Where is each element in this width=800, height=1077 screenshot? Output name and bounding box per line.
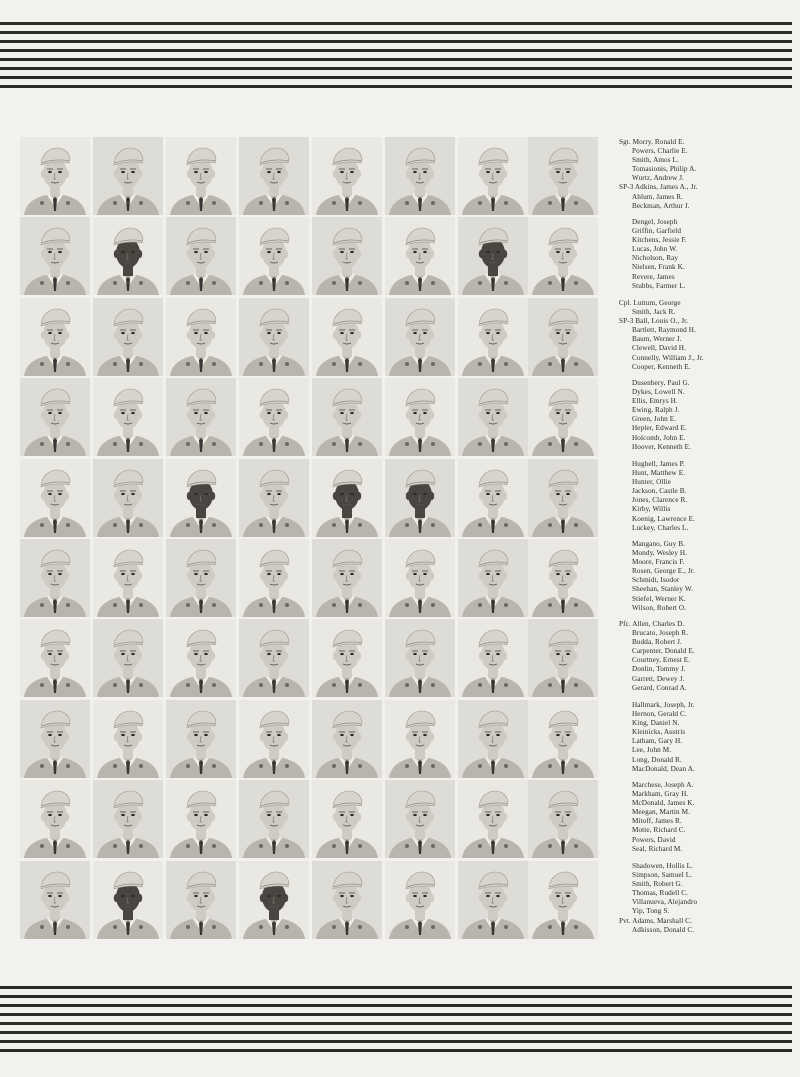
portrait-photo xyxy=(239,459,309,537)
name-entry: Beckman, Arthur J. xyxy=(632,201,690,210)
portrait-photo xyxy=(20,539,90,617)
name-entry: Holcomb, John E. xyxy=(632,433,686,442)
portrait-photo xyxy=(312,619,382,697)
portrait-photo xyxy=(528,217,598,295)
name-group xyxy=(619,862,797,935)
name-entry: Smith, Amos L. xyxy=(632,156,679,165)
name-entry: Hunter, Ollie xyxy=(632,478,671,487)
portrait-photo xyxy=(239,861,309,939)
name-entry: Green, John E. xyxy=(632,415,677,424)
name-entry: Nielsen, Frank K. xyxy=(632,263,685,272)
portrait-photo xyxy=(385,861,455,939)
name-entry: Stiefel, Werner K. xyxy=(632,594,686,603)
portrait-photo xyxy=(166,780,236,858)
name-entry: Carpenter, Donald E. xyxy=(632,647,695,656)
name-entry: Hughell, James P. xyxy=(632,460,685,468)
portrait-grid xyxy=(20,137,596,941)
name-entry: Connelly, William J., Jr. xyxy=(632,353,704,362)
portrait-photo xyxy=(20,137,90,215)
bottom-decorative-stripes xyxy=(0,986,792,1054)
portrait-photo xyxy=(528,780,598,858)
name-group xyxy=(619,540,797,613)
portrait-photo xyxy=(166,137,236,215)
name-entry: Hunt, Matthew E. xyxy=(632,469,686,478)
portrait-photo xyxy=(20,298,90,376)
name-entry: Garrett, Dewey J. xyxy=(632,674,685,683)
portrait-photo xyxy=(20,459,90,537)
name-entry: Nicholson, Ray xyxy=(632,254,679,263)
name-entry: Brucato, Joseph R. xyxy=(632,629,689,638)
portrait-photo xyxy=(458,217,528,295)
portrait-photo xyxy=(458,137,528,215)
portrait-photo xyxy=(312,378,382,456)
portrait-photo xyxy=(239,217,309,295)
name-entry: Hernon, Gerald C. xyxy=(632,710,687,719)
portrait-photo xyxy=(239,700,309,778)
portrait-photo xyxy=(385,137,455,215)
portrait-photo xyxy=(528,539,598,617)
portrait-photo xyxy=(166,217,236,295)
portrait-photo xyxy=(312,861,382,939)
portrait-photo xyxy=(458,780,528,858)
name-entry: Mangano, Guy B. xyxy=(632,540,686,548)
portrait-photo xyxy=(166,539,236,617)
name-entry: Revere, James xyxy=(632,272,675,281)
name-entry: Hoover, Kenneth E. xyxy=(632,442,691,451)
portrait-photo xyxy=(20,780,90,858)
name-entry: Ahlum, James R. xyxy=(632,192,684,201)
portrait-photo xyxy=(166,298,236,376)
name-entry: Powers, David xyxy=(632,835,676,844)
name-group xyxy=(619,379,797,452)
name-entry: Koenig, Lawrence E. xyxy=(632,514,695,523)
name-entry: Moore, Francis F. xyxy=(632,558,685,567)
portrait-photo xyxy=(239,298,309,376)
name-entry: Sheehan, Stanley W. xyxy=(632,585,693,594)
portrait-photo xyxy=(528,378,598,456)
top-decorative-stripes xyxy=(0,22,792,90)
portrait-photo xyxy=(20,619,90,697)
portrait-photo xyxy=(312,298,382,376)
portrait-photo xyxy=(312,700,382,778)
portrait-photo xyxy=(93,459,163,537)
name-entry: Wurtz, Andrew J. xyxy=(632,174,685,183)
name-group xyxy=(619,701,797,774)
portrait-photo xyxy=(528,137,598,215)
name-entry: Jones, Clarence R. xyxy=(632,496,688,505)
name-entry: Smith, Jack R. xyxy=(632,308,676,317)
name-group xyxy=(619,299,797,372)
name-entry: Dykes, Lowell N. xyxy=(632,388,685,397)
name-entry: Rosen, George E., Jr. xyxy=(632,567,695,576)
portrait-photo xyxy=(93,700,163,778)
portrait-photo xyxy=(20,217,90,295)
portrait-photo xyxy=(458,700,528,778)
name-entry: Donlin, Tommy J. xyxy=(632,665,686,674)
portrait-photo xyxy=(93,619,163,697)
portrait-photo xyxy=(458,459,528,537)
portrait-photo xyxy=(239,780,309,858)
portrait-photo xyxy=(458,619,528,697)
name-entry: Lucas, John W. xyxy=(632,245,678,254)
name-entry: Hallmark, Joseph, Jr. xyxy=(632,701,695,709)
name-entry: Clewell, David H. xyxy=(632,344,686,353)
name-entry: Kitchens, Jessie F. xyxy=(632,236,687,245)
portrait-photo xyxy=(239,619,309,697)
name-entry: Budda, Robert J. xyxy=(632,638,682,647)
name-entry: MacDonald, Dean A. xyxy=(632,764,695,773)
name-entry: Baum, Werner J. xyxy=(632,335,682,344)
name-entry: Meegan, Martin M. xyxy=(632,808,690,817)
portrait-photo xyxy=(528,700,598,778)
name-entry: Latham, Gary H. xyxy=(632,737,683,746)
portrait-photo xyxy=(20,378,90,456)
name-group xyxy=(619,138,797,211)
portrait-photo xyxy=(385,539,455,617)
portrait-photo xyxy=(528,459,598,537)
portrait-photo xyxy=(312,780,382,858)
portrait-photo xyxy=(166,459,236,537)
name-entry: Smith, Robert G. xyxy=(632,880,683,889)
name-entry: Long, Donald R. xyxy=(632,755,682,764)
name-entry: Gerard, Conrad A. xyxy=(632,683,687,692)
name-entry: Bartlett, Raymond H. xyxy=(632,326,696,335)
portrait-photo xyxy=(93,137,163,215)
portrait-photo xyxy=(385,217,455,295)
name-entry: Schmidt, Isodor xyxy=(632,576,680,585)
name-entry: Griffin, Garfield xyxy=(632,227,682,236)
name-entry: Mondy, Wesley H. xyxy=(632,549,688,558)
portrait-photo xyxy=(458,861,528,939)
portrait-photo xyxy=(312,217,382,295)
name-entry: McDonald, James K. xyxy=(632,799,695,808)
name-entry: Dengel, Joseph xyxy=(632,218,678,226)
name-entry: Thomas, Rudell C. xyxy=(632,889,689,898)
portrait-photo xyxy=(312,539,382,617)
name-entry: Wilson, Robert O. xyxy=(632,603,687,612)
portrait-photo xyxy=(93,539,163,617)
portrait-photo xyxy=(385,298,455,376)
portrait-photo xyxy=(458,378,528,456)
name-entry: Courtney, Ernest E. xyxy=(632,656,691,665)
name-entry: Simpson, Samuel L. xyxy=(632,871,693,880)
name-entry: Stubbs, Farmer L. xyxy=(632,281,686,290)
portrait-photo xyxy=(239,137,309,215)
name-entry: Tomasionis, Philip A. xyxy=(632,165,697,174)
portrait-photo xyxy=(20,861,90,939)
name-entry: Cpl. Luttum, George xyxy=(619,299,681,307)
portrait-photo xyxy=(312,459,382,537)
name-entry: Ellis, Emrys H. xyxy=(632,397,678,406)
name-entry: Marchese, Joseph A. xyxy=(632,781,694,789)
portrait-photo xyxy=(385,780,455,858)
name-group xyxy=(619,218,797,291)
portrait-photo xyxy=(93,298,163,376)
portrait-photo xyxy=(385,619,455,697)
name-entry: Luckey, Charles L. xyxy=(632,523,689,532)
portrait-photo xyxy=(166,619,236,697)
portrait-photo xyxy=(385,700,455,778)
name-entry: Hepler, Edward E. xyxy=(632,424,687,433)
name-group xyxy=(619,620,797,693)
name-entry: Mitoff, James R. xyxy=(632,817,682,826)
portrait-photo xyxy=(239,539,309,617)
name-entry: Seal, Richard M. xyxy=(632,844,683,853)
name-entry: Powers, Charlie E. xyxy=(632,147,688,156)
name-entry: Jackson, Castle B. xyxy=(632,487,687,496)
portrait-photo xyxy=(93,217,163,295)
name-group xyxy=(619,781,797,854)
portrait-photo xyxy=(528,298,598,376)
name-entry: Pfc. Allen, Charles D. xyxy=(619,620,685,628)
name-entry: Lee, John M. xyxy=(632,746,672,755)
portrait-photo xyxy=(385,459,455,537)
portrait-photo xyxy=(166,861,236,939)
portrait-photo xyxy=(528,619,598,697)
name-entry: Ewing, Ralph J. xyxy=(632,406,680,415)
portrait-photo xyxy=(93,861,163,939)
name-entry: SP-3 Ball, Louis O., Jr. xyxy=(619,317,689,326)
name-entry: Adkisson, Donald C. xyxy=(632,925,695,934)
name-entry: Motte, Richard C. xyxy=(632,826,686,835)
name-group xyxy=(619,460,797,533)
name-entry: SP-3 Adkins, James A., Jr. xyxy=(619,183,698,192)
name-entry: King, Daniel N. xyxy=(632,719,680,728)
name-entry: Cooper, Kenneth E. xyxy=(632,362,691,371)
name-entry: Kirby, Willis xyxy=(632,505,671,514)
name-entry: Yip, Tong S. xyxy=(632,907,670,916)
portrait-photo xyxy=(93,780,163,858)
portrait-photo xyxy=(312,137,382,215)
name-entry: Sgt. Morry, Ronald E. xyxy=(619,138,685,146)
portrait-photo xyxy=(528,861,598,939)
portrait-photo xyxy=(166,700,236,778)
name-entry: Kleinicks, Austris xyxy=(632,728,686,737)
portrait-photo xyxy=(458,298,528,376)
portrait-photo xyxy=(385,378,455,456)
portrait-photo xyxy=(166,378,236,456)
name-entry: Villanueva, Alejandro xyxy=(632,898,698,907)
name-entry: Markham, Gray H. xyxy=(632,790,689,799)
portrait-photo xyxy=(458,539,528,617)
portrait-photo xyxy=(239,378,309,456)
name-entry: Dusenbery, Paul G. xyxy=(632,379,690,387)
name-entry: Pvt. Adams, Marshall C. xyxy=(619,916,692,925)
portrait-photo xyxy=(93,378,163,456)
portrait-photo xyxy=(20,700,90,778)
name-entry: Shadowen, Hollis L. xyxy=(632,862,693,870)
